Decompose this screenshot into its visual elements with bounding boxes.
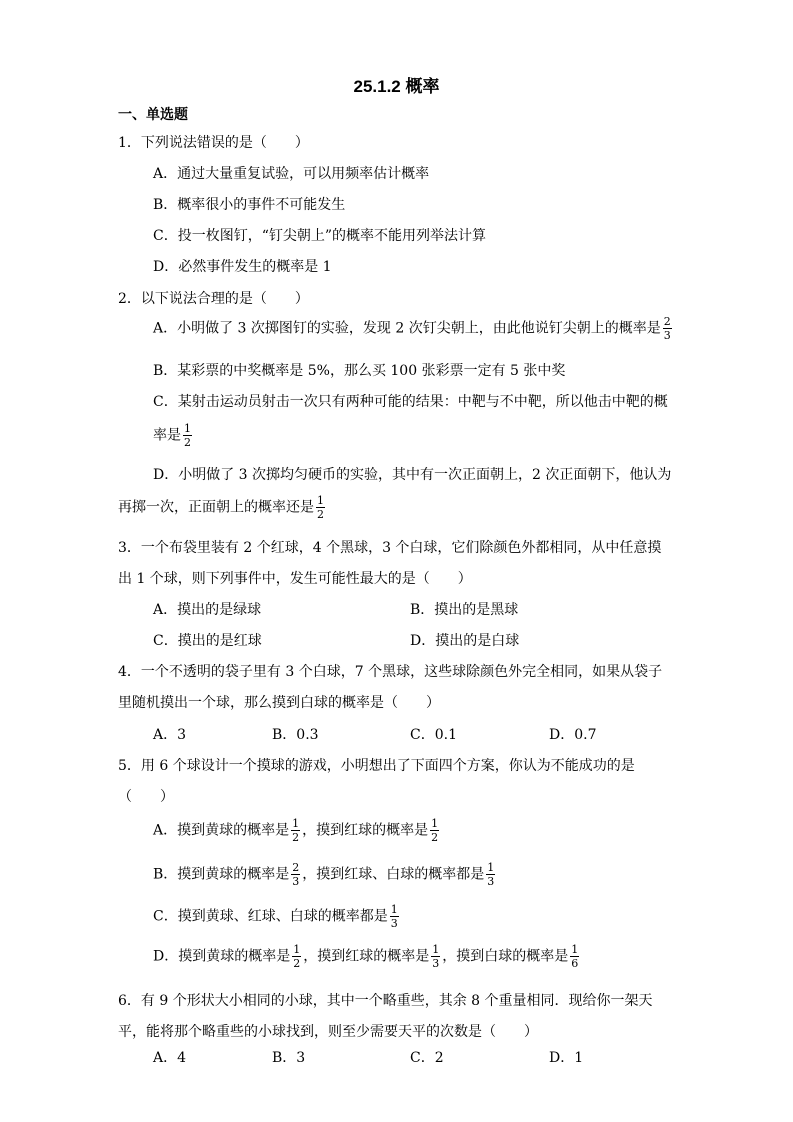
section-heading: 一、单选题 bbox=[118, 107, 188, 123]
option-c-text: 率是 bbox=[153, 427, 181, 444]
option-a-text: A．小明做了 3 次掷图钉的实验，发现 2 次钉尖朝上，由此他说钉尖朝上的概率是 bbox=[153, 320, 661, 337]
fraction bbox=[292, 944, 301, 969]
numerator: 1 bbox=[571, 943, 579, 956]
question-6-option-d: D．1 bbox=[549, 1050, 584, 1066]
question-3-stem-line1: 3．一个布袋里装有 2 个红球，4 个黑球，3 个白球，它们除颜色外都相同，从中任意摸 bbox=[118, 540, 662, 556]
fraction bbox=[570, 944, 579, 969]
numerator: 1 bbox=[431, 817, 439, 830]
denominator: 2 bbox=[292, 831, 300, 844]
option-d-text: ，摸到红球的概率是 bbox=[303, 948, 430, 965]
numerator: 1 bbox=[293, 943, 301, 956]
question-2-stem: 2．以下说法合理的是（ ） bbox=[118, 291, 309, 307]
question-5-option-b bbox=[153, 862, 497, 887]
question-3-option-b: B．摸出的是黑球 bbox=[410, 602, 519, 618]
question-3-option-d: D．摸出的是白球 bbox=[410, 633, 520, 649]
denominator: 2 bbox=[431, 831, 439, 844]
fraction bbox=[183, 423, 192, 448]
question-3-option-a: A．摸出的是绿球 bbox=[153, 602, 262, 618]
question-2-option-c-line2 bbox=[153, 423, 194, 448]
option-c-text: C．摸到黄球、红球、白球的概率都是 bbox=[153, 908, 388, 925]
denominator: 3 bbox=[487, 875, 495, 888]
page-title: 25.1.2 概率 bbox=[353, 77, 440, 96]
option-d-text: D．摸到黄球的概率是 bbox=[153, 948, 291, 965]
denominator: 3 bbox=[292, 875, 300, 888]
denominator: 2 bbox=[184, 436, 191, 449]
question-4-stem-line1: 4．一个不透明的袋子里有 3 个白球，7 个黑球，这些球除颜色外完全相同，如果从袋子 bbox=[118, 664, 663, 680]
fraction bbox=[390, 904, 399, 929]
option-a-text: A．摸到黄球的概率是 bbox=[153, 822, 290, 839]
fraction bbox=[291, 818, 300, 843]
fraction bbox=[291, 862, 300, 887]
denominator: 3 bbox=[663, 329, 671, 342]
question-3-option-c: C．摸出的是红球 bbox=[153, 633, 262, 649]
question-6-option-a: A．4 bbox=[153, 1050, 187, 1066]
option-a-text: ，摸到红球的概率是 bbox=[302, 822, 429, 839]
question-6-option-c: C．2 bbox=[410, 1050, 444, 1066]
question-1-option-a: A．通过大量重复试验，可以用频率估计概率 bbox=[153, 166, 430, 182]
denominator: 6 bbox=[571, 957, 579, 970]
option-d-text: 再掷一次，正面朝上的概率还是 bbox=[118, 499, 314, 516]
option-d-text: ，摸到白球的概率是 bbox=[442, 948, 569, 965]
question-6-stem-line1: 6．有 9 个形状大小相同的小球，其中一个略重些，其余 8 个重量相同．现给你一架天 bbox=[118, 993, 653, 1009]
numerator: 1 bbox=[292, 817, 300, 830]
question-1-option-b: B．概率很小的事件不可能发生 bbox=[153, 197, 346, 213]
question-4-stem-line2: 里随机摸出一个球，那么摸到白球的概率是（ ） bbox=[118, 695, 440, 711]
question-2-option-d-line2 bbox=[118, 495, 327, 520]
numerator: 2 bbox=[292, 861, 300, 874]
question-1-option-c: C．投一枚图钉，“钉尖朝上”的概率不能用列举法计算 bbox=[153, 228, 487, 244]
numerator: 1 bbox=[390, 903, 398, 916]
question-2-option-a bbox=[153, 316, 674, 341]
option-b-text: B．摸到黄球的概率是 bbox=[153, 866, 290, 883]
question-5-stem-line1: 5．用 6 个球设计一个摸球的游戏，小明想出了下面四个方案，你认为不能成功的是 bbox=[118, 758, 635, 774]
question-5-option-c bbox=[153, 904, 401, 929]
question-1-option-d: D．必然事件发生的概率是 1 bbox=[153, 259, 332, 275]
question-4-option-b: B．0.3 bbox=[272, 727, 319, 743]
option-b-text: ，摸到红球、白球的概率都是 bbox=[302, 866, 485, 883]
fraction bbox=[430, 818, 439, 843]
question-6-stem-line2: 平，能将那个略重些的小球找到，则至少需要天平的次数是（ ） bbox=[118, 1024, 538, 1040]
question-4-option-c: C．0.1 bbox=[410, 727, 457, 743]
question-4-option-a: A．3 bbox=[153, 727, 187, 743]
denominator: 3 bbox=[390, 917, 398, 930]
numerator: 1 bbox=[317, 494, 324, 507]
question-2-option-b: B．某彩票的中奖概率是 5%，那么买 100 张彩票一定有 5 张中奖 bbox=[153, 363, 566, 379]
numerator: 1 bbox=[432, 943, 440, 956]
numerator: 1 bbox=[487, 861, 495, 874]
question-6-option-b: B．3 bbox=[272, 1050, 306, 1066]
question-4-option-d: D．0.7 bbox=[549, 727, 597, 743]
denominator: 2 bbox=[293, 957, 301, 970]
question-1-stem: 1．下列说法错误的是（ ） bbox=[118, 135, 309, 151]
question-2-option-d-line1: D．小明做了 3 次掷均匀硬币的实验，其中有一次正面朝上，2 次正面朝下，他认为 bbox=[153, 467, 672, 483]
numerator: 2 bbox=[663, 315, 671, 328]
fraction bbox=[431, 944, 440, 969]
question-3-stem-line2: 出 1 个球，则下列事件中，发生可能性最大的是（ ） bbox=[118, 571, 472, 587]
denominator: 2 bbox=[317, 508, 324, 521]
denominator: 3 bbox=[432, 957, 440, 970]
fraction bbox=[486, 862, 495, 887]
numerator: 1 bbox=[184, 422, 191, 435]
fraction bbox=[316, 495, 325, 520]
question-5-option-d bbox=[153, 944, 581, 969]
question-2-option-c-line1: C．某射击运动员射击一次只有两种可能的结果：中靶与不中靶，所以他击中靶的概 bbox=[153, 394, 668, 410]
question-5-stem-line2: （ ） bbox=[118, 789, 174, 805]
fraction bbox=[663, 316, 672, 341]
question-5-option-a bbox=[153, 818, 441, 843]
